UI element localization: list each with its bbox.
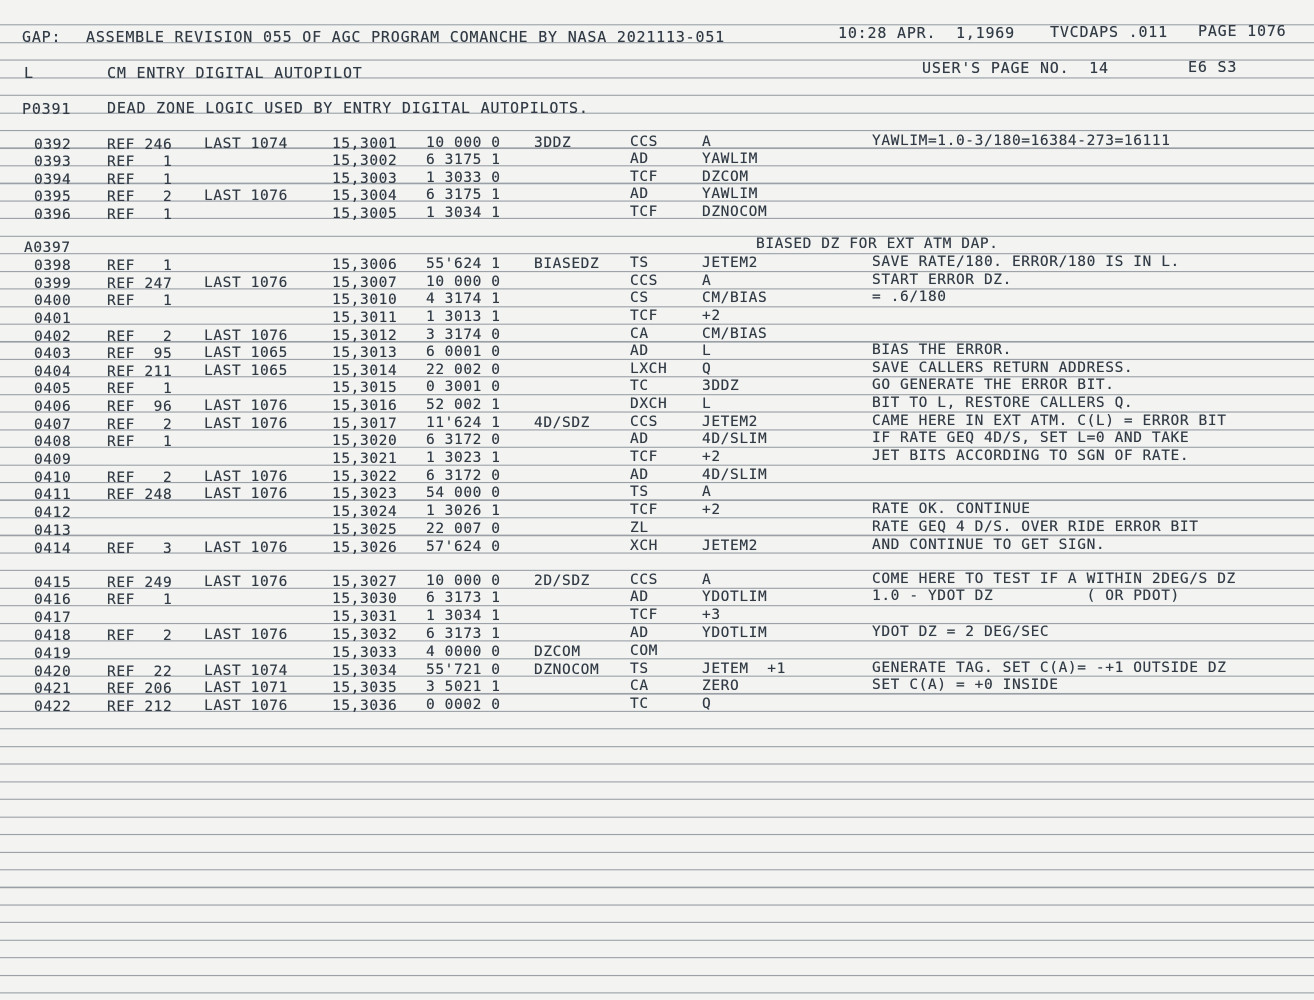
address: 15,3003 bbox=[332, 170, 398, 187]
comment: JET BITS ACCORDING TO SGN OF RATE. bbox=[872, 448, 1190, 465]
operand: 4D/SLIM bbox=[702, 466, 768, 483]
opcode: CCS bbox=[630, 572, 658, 589]
operand: +3 bbox=[702, 606, 721, 623]
octal-value: 22 002 0 bbox=[426, 362, 501, 379]
ref-count: REF 1 bbox=[107, 171, 173, 188]
ref-count: REF 2 bbox=[107, 627, 173, 644]
comment: AND CONTINUE TO GET SIGN. bbox=[872, 537, 1106, 554]
comment: GO GENERATE THE ERROR BIT. bbox=[872, 377, 1115, 394]
address: 15,3030 bbox=[332, 590, 398, 607]
octal-value: 6 3175 1 bbox=[426, 187, 501, 204]
operand: 3DDZ bbox=[702, 377, 740, 394]
opcode: TCF bbox=[630, 607, 658, 624]
ref-count: REF 3 bbox=[107, 540, 173, 557]
line-number: 0394 bbox=[34, 171, 72, 188]
octal-value: 6 0001 0 bbox=[426, 344, 501, 361]
line-number: 0419 bbox=[34, 645, 72, 662]
octal-value: 0 3001 0 bbox=[426, 379, 501, 396]
operand: Q bbox=[702, 695, 712, 712]
comment: = .6/180 bbox=[872, 289, 947, 306]
last-ref: LAST 1076 bbox=[204, 398, 288, 415]
operand: JETEM2 bbox=[702, 413, 758, 430]
address: 15,3035 bbox=[332, 679, 398, 696]
last-ref: LAST 1076 bbox=[204, 469, 288, 486]
address: 15,3024 bbox=[332, 503, 398, 520]
octal-value: 1 3026 1 bbox=[426, 503, 501, 520]
ref-count: REF 246 bbox=[107, 136, 173, 153]
opcode: AD bbox=[630, 343, 649, 360]
line-number: 0414 bbox=[34, 540, 72, 557]
line-number: 0401 bbox=[34, 310, 72, 327]
operand: A bbox=[702, 133, 712, 150]
comment: SAVE CALLERS RETURN ADDRESS. bbox=[872, 360, 1134, 377]
symbol-label: 4D/SDZ bbox=[534, 414, 590, 431]
opcode: AD bbox=[630, 431, 649, 448]
operand: DZNOCOM bbox=[702, 203, 768, 220]
symbol-label: 2D/SDZ bbox=[534, 572, 590, 589]
address: 15,3022 bbox=[332, 468, 398, 485]
ref-count: REF 1 bbox=[107, 380, 173, 397]
symbol-label: 3DDZ bbox=[534, 134, 572, 151]
ref-count: REF 1 bbox=[107, 153, 173, 170]
ref-count: REF 1 bbox=[107, 206, 173, 223]
last-ref: LAST 1074 bbox=[204, 136, 288, 153]
line-number: 0410 bbox=[34, 469, 72, 486]
line-number: 0392 bbox=[34, 136, 72, 153]
last-ref: LAST 1076 bbox=[204, 275, 288, 292]
comment: RATE GEQ 4 D/S. OVER RIDE ERROR BIT bbox=[872, 519, 1199, 536]
last-ref: LAST 1074 bbox=[204, 663, 288, 680]
opcode: TCF bbox=[630, 502, 658, 519]
last-ref: LAST 1065 bbox=[204, 363, 288, 380]
ref-count: REF 22 bbox=[107, 663, 173, 680]
operand: JETEM +1 bbox=[702, 660, 786, 677]
line-number: 0400 bbox=[34, 292, 72, 309]
line-number: 0405 bbox=[34, 380, 72, 397]
ref-count: REF 95 bbox=[107, 345, 173, 362]
operand: A bbox=[702, 272, 712, 289]
address: 15,3007 bbox=[332, 274, 398, 291]
ref-count: REF 212 bbox=[107, 698, 173, 715]
address: 15,3010 bbox=[332, 291, 398, 308]
ref-count: REF 96 bbox=[107, 398, 173, 415]
page-title: CM ENTRY DIGITAL AUTOPILOT bbox=[107, 64, 363, 82]
ref-count: REF 247 bbox=[107, 275, 173, 292]
address: 15,3032 bbox=[332, 626, 398, 643]
address: 15,3004 bbox=[332, 187, 398, 204]
line-number: 0407 bbox=[34, 416, 72, 433]
octal-value: 10 000 0 bbox=[426, 135, 501, 152]
last-ref: LAST 1076 bbox=[204, 416, 288, 433]
octal-value: 55'721 0 bbox=[426, 662, 501, 679]
octal-value: 1 3034 1 bbox=[426, 608, 501, 625]
line-number: 0408 bbox=[34, 433, 72, 450]
operand: DZCOM bbox=[702, 168, 749, 185]
last-ref: LAST 1076 bbox=[204, 574, 288, 591]
ref-count: REF 2 bbox=[107, 188, 173, 205]
operand: 4D/SLIM bbox=[702, 430, 768, 447]
address: 15,3033 bbox=[332, 644, 398, 661]
address: 15,3014 bbox=[332, 362, 398, 379]
line-number: 0402 bbox=[34, 328, 72, 345]
opcode: TC bbox=[630, 696, 649, 713]
octal-value: 55'624 1 bbox=[426, 256, 501, 273]
comment: YDOT DZ = 2 DEG/SEC bbox=[872, 624, 1050, 641]
address: 15,3021 bbox=[332, 450, 398, 467]
address: 15,3020 bbox=[332, 432, 398, 449]
ref-count: REF 2 bbox=[107, 416, 173, 433]
last-ref: LAST 1076 bbox=[204, 486, 288, 503]
line-number: 0406 bbox=[34, 398, 72, 415]
octal-value: 3 5021 1 bbox=[426, 679, 501, 696]
last-ref: LAST 1065 bbox=[204, 345, 288, 362]
comment: BIT TO L, RESTORE CALLERS Q. bbox=[872, 395, 1134, 412]
opcode: TCF bbox=[630, 169, 658, 186]
line-number: 0421 bbox=[34, 680, 72, 697]
comment: BIAS THE ERROR. bbox=[872, 342, 1012, 359]
address: 15,3034 bbox=[332, 662, 398, 679]
octal-value: 6 3172 0 bbox=[426, 432, 501, 449]
ref-count: REF 206 bbox=[107, 680, 173, 697]
address: 15,3031 bbox=[332, 608, 398, 625]
operand: YAWLIM bbox=[702, 185, 758, 202]
address: 15,3017 bbox=[332, 415, 398, 432]
address: 15,3012 bbox=[332, 327, 398, 344]
opcode: AD bbox=[630, 467, 649, 484]
octal-value: 4 0000 0 bbox=[426, 644, 501, 661]
ref-count: REF 1 bbox=[107, 591, 173, 608]
line-number: 0399 bbox=[34, 275, 72, 292]
opcode: AD bbox=[630, 151, 649, 168]
ref-count: REF 249 bbox=[107, 574, 173, 591]
page-number: PAGE 1076 bbox=[1198, 22, 1287, 40]
opcode: LXCH bbox=[630, 361, 668, 378]
opcode: TC bbox=[630, 378, 649, 395]
address: 15,3002 bbox=[332, 152, 398, 169]
octal-value: 6 3175 1 bbox=[426, 152, 501, 169]
comment: YAWLIM=1.0-3/180=16384-273=16111 bbox=[872, 133, 1171, 150]
opcode: CCS bbox=[630, 414, 658, 431]
operand: Q bbox=[702, 360, 712, 377]
line-number: 0422 bbox=[34, 698, 72, 715]
comment: SAVE RATE/180. ERROR/180 IS IN L. bbox=[872, 254, 1180, 271]
line-number: 0409 bbox=[34, 451, 72, 468]
opcode: CA bbox=[630, 678, 649, 695]
opcode: TS bbox=[630, 661, 649, 678]
ref-count: REF 1 bbox=[107, 257, 173, 274]
opcode: COM bbox=[630, 643, 658, 660]
last-ref: LAST 1071 bbox=[204, 680, 288, 697]
operand: L bbox=[702, 395, 712, 412]
comment: 1.0 - YDOT DZ ( OR PDOT) bbox=[872, 588, 1180, 605]
address: 15,3036 bbox=[332, 697, 398, 714]
octal-value: 10 000 0 bbox=[426, 573, 501, 590]
octal-value: 3 3174 0 bbox=[426, 327, 501, 344]
opcode: DXCH bbox=[630, 396, 668, 413]
address: 15,3025 bbox=[332, 521, 398, 538]
line-number: A0397 bbox=[24, 239, 71, 256]
octal-value: 52 002 1 bbox=[426, 397, 501, 414]
octal-value: 6 3172 0 bbox=[426, 468, 501, 485]
opcode: AD bbox=[630, 589, 649, 606]
symbol-label: DZCOM bbox=[534, 643, 581, 660]
address: 15,3016 bbox=[332, 397, 398, 414]
operand: +2 bbox=[702, 501, 721, 518]
octal-value: 1 3033 0 bbox=[426, 170, 501, 187]
ref-count: REF 2 bbox=[107, 328, 173, 345]
operand: CM/BIAS bbox=[702, 325, 768, 342]
opcode: CCS bbox=[630, 134, 658, 151]
operand: YDOTLIM bbox=[702, 588, 768, 605]
last-ref: LAST 1076 bbox=[204, 627, 288, 644]
line-number: 0404 bbox=[34, 363, 72, 380]
line-number: 0398 bbox=[34, 257, 72, 274]
operand: YAWLIM bbox=[702, 150, 758, 167]
p-line-text: DEAD ZONE LOGIC USED BY ENTRY DIGITAL AUTOPILOTS. bbox=[107, 99, 589, 117]
last-ref: LAST 1076 bbox=[204, 698, 288, 715]
comment: SET C(A) = +0 INSIDE bbox=[872, 677, 1059, 694]
operand: L bbox=[702, 342, 712, 359]
line-number: 0403 bbox=[34, 345, 72, 362]
opcode: TCF bbox=[630, 449, 658, 466]
octal-value: 6 3173 1 bbox=[426, 626, 501, 643]
timestamp: 10:28 APR. 1,1969 bbox=[838, 24, 1015, 42]
address: 15,3026 bbox=[332, 539, 398, 556]
symbol-label: DZNOCOM bbox=[534, 661, 600, 678]
octal-value: 11'624 1 bbox=[426, 415, 501, 432]
operand: JETEM2 bbox=[702, 537, 758, 554]
line-number: 0418 bbox=[34, 627, 72, 644]
opcode: XCH bbox=[630, 538, 658, 555]
octal-value: 4 3174 1 bbox=[426, 291, 501, 308]
octal-value: 57'624 0 bbox=[426, 539, 501, 556]
opcode: ZL bbox=[630, 520, 649, 537]
operand: A bbox=[702, 483, 712, 500]
line-number: 0395 bbox=[34, 188, 72, 205]
comment: IF RATE GEQ 4D/S, SET L=0 AND TAKE bbox=[872, 430, 1190, 447]
comment: START ERROR DZ. bbox=[872, 272, 1012, 289]
octal-value: 10 000 0 bbox=[426, 274, 501, 291]
operand: YDOTLIM bbox=[702, 624, 768, 641]
l-label: L bbox=[24, 64, 34, 82]
address: 15,3027 bbox=[332, 573, 398, 590]
opcode: TS bbox=[630, 255, 649, 272]
section-comment: BIASED DZ FOR EXT ATM DAP. bbox=[756, 236, 999, 252]
opcode: CA bbox=[630, 326, 649, 343]
address: 15,3001 bbox=[332, 135, 398, 152]
user-page-number: USER'S PAGE NO. 14 bbox=[922, 59, 1109, 77]
p-line-number: P0391 bbox=[22, 100, 72, 118]
line-number: 0411 bbox=[34, 486, 72, 503]
comment: GENERATE TAG. SET C(A)= -+1 OUTSIDE DZ bbox=[872, 660, 1227, 677]
last-ref: LAST 1076 bbox=[204, 328, 288, 345]
line-number: 0412 bbox=[34, 504, 72, 521]
last-ref: LAST 1076 bbox=[204, 188, 288, 205]
address: 15,3011 bbox=[332, 309, 398, 326]
assemble-text: ASSEMBLE REVISION 055 OF AGC PROGRAM COMANCHE BY NASA 2021113-051 bbox=[86, 28, 725, 46]
octal-value: 6 3173 1 bbox=[426, 590, 501, 607]
octal-value: 54 000 0 bbox=[426, 485, 501, 502]
operand: CM/BIAS bbox=[702, 289, 768, 306]
operand: ZERO bbox=[702, 677, 740, 694]
line-number: 0417 bbox=[34, 609, 72, 626]
gap-label: GAP: bbox=[22, 28, 62, 46]
ref-count: REF 2 bbox=[107, 469, 173, 486]
section-code: E6 S3 bbox=[1188, 58, 1238, 76]
opcode: TCF bbox=[630, 204, 658, 221]
operand: A bbox=[702, 571, 712, 588]
ref-count: REF 1 bbox=[107, 292, 173, 309]
line-number: 0396 bbox=[34, 206, 72, 223]
ref-count: REF 1 bbox=[107, 433, 173, 450]
log-section: TVCDAPS .011 bbox=[1050, 23, 1168, 41]
opcode: AD bbox=[630, 625, 649, 642]
octal-value: 1 3034 1 bbox=[426, 205, 501, 222]
last-ref: LAST 1076 bbox=[204, 540, 288, 557]
ref-count: REF 248 bbox=[107, 486, 173, 503]
opcode: CCS bbox=[630, 273, 658, 290]
operand: +2 bbox=[702, 448, 721, 465]
comment: COME HERE TO TEST IF A WITHIN 2DEG/S DZ bbox=[872, 571, 1236, 588]
address: 15,3023 bbox=[332, 485, 398, 502]
octal-value: 1 3023 1 bbox=[426, 450, 501, 467]
opcode: TS bbox=[630, 484, 649, 501]
operand: JETEM2 bbox=[702, 254, 758, 271]
ref-count: REF 211 bbox=[107, 363, 173, 380]
octal-value: 22 007 0 bbox=[426, 521, 501, 538]
address: 15,3013 bbox=[332, 344, 398, 361]
line-number: 0415 bbox=[34, 574, 72, 591]
opcode: AD bbox=[630, 186, 649, 203]
line-number: 0420 bbox=[34, 663, 72, 680]
opcode: CS bbox=[630, 290, 649, 307]
line-number: 0393 bbox=[34, 153, 72, 170]
comment: CAME HERE IN EXT ATM. C(L) = ERROR BIT bbox=[872, 413, 1227, 430]
comment: RATE OK. CONTINUE bbox=[872, 501, 1031, 518]
address: 15,3006 bbox=[332, 256, 398, 273]
octal-value: 1 3013 1 bbox=[426, 309, 501, 326]
address: 15,3015 bbox=[332, 379, 398, 396]
octal-value: 0 0002 0 bbox=[426, 697, 501, 714]
line-number: 0413 bbox=[34, 522, 72, 539]
opcode: TCF bbox=[630, 308, 658, 325]
line-number: 0416 bbox=[34, 591, 72, 608]
symbol-label: BIASEDZ bbox=[534, 255, 600, 272]
address: 15,3005 bbox=[332, 205, 398, 222]
operand: +2 bbox=[702, 307, 721, 324]
